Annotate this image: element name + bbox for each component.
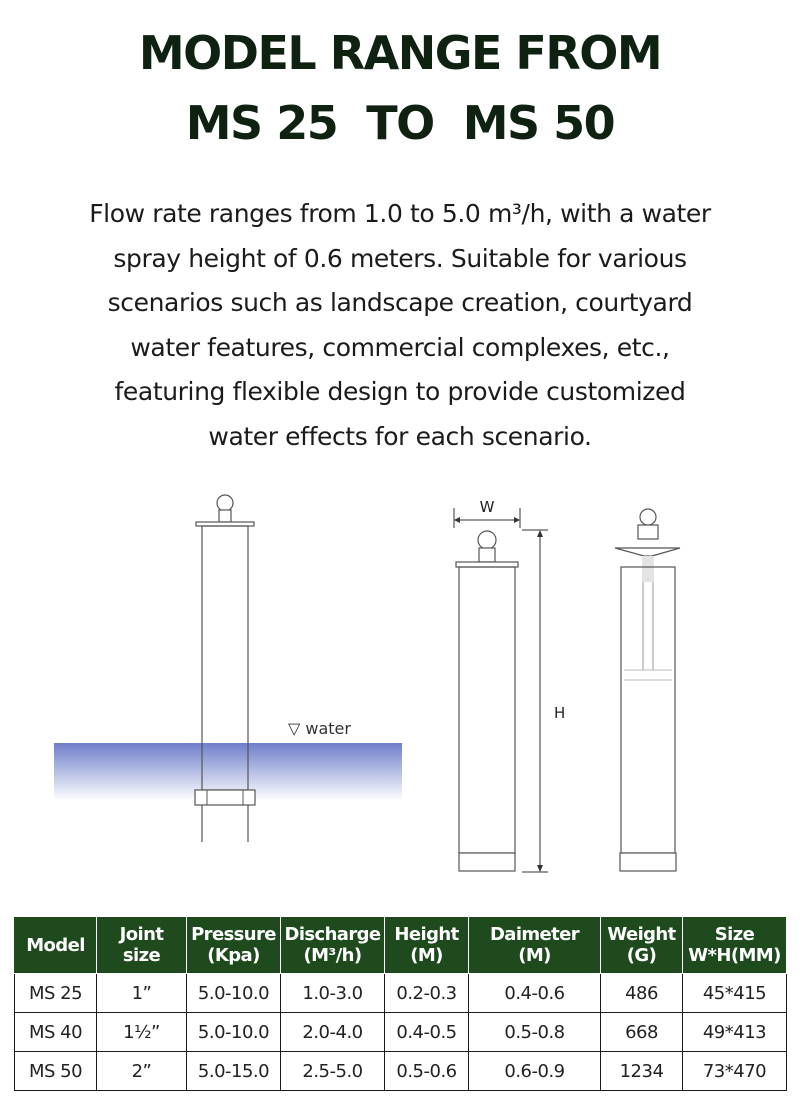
column-header: Discharge (M³/h): [281, 917, 385, 974]
height-label: H: [554, 704, 566, 722]
table-row: [15, 1052, 787, 1091]
description-line: scenarios such as landscape creation, courtyard: [107, 288, 693, 317]
dimension-fountain-illustration: [454, 498, 565, 872]
installed-fountain-illustration: [54, 495, 402, 842]
table-cell: 0.2-0.3: [385, 974, 469, 1013]
table-cell: 0.4-0.6: [469, 974, 601, 1013]
description-line: water features, commercial complexes, etc.,: [130, 332, 670, 362]
table-cell: MS 40: [15, 1013, 97, 1052]
table-cell: 668: [601, 1013, 683, 1052]
table-cell: 0.5-0.8: [469, 1013, 601, 1052]
table-cell: 1234: [601, 1052, 683, 1091]
width-label: W: [479, 498, 495, 516]
table-row: [15, 1013, 787, 1052]
table-row: [15, 974, 787, 1013]
column-header: Daimeter (M): [469, 917, 601, 974]
table-cell: 2.0-4.0: [281, 1013, 385, 1052]
column-header: Height (M): [385, 917, 469, 974]
table-cell: 0.6-0.9: [469, 1052, 601, 1091]
table-cell: 0.5-0.6: [385, 1052, 469, 1091]
table-cell: 45*415: [683, 974, 787, 1013]
table-cell: 2.5-5.0: [281, 1052, 385, 1091]
description-line: spray height of 0.6 meters. Suitable for various: [113, 243, 687, 273]
fountain-body: [459, 567, 515, 853]
nozzle-ball: [478, 531, 496, 549]
description-line: featuring flexible design to provide customized: [114, 377, 686, 406]
table-cell: MS 25: [15, 974, 97, 1013]
column-header: Model: [15, 917, 97, 974]
nozzle-neck: [219, 510, 231, 522]
water-label: ▽ water: [288, 719, 351, 738]
nozzle-neck: [638, 525, 658, 539]
title-line-2: MS 25 TO MS 50: [185, 96, 615, 150]
nozzle-ball: [640, 509, 656, 525]
table-cell: 5.0-15.0: [187, 1052, 281, 1091]
nozzle-plate: [456, 562, 518, 567]
description-line: water effects for each scenario.: [208, 421, 592, 451]
table-cell: 2”: [97, 1052, 187, 1091]
nozzle-neck: [479, 548, 495, 562]
title-line-1: MODEL RANGE FROM: [138, 26, 662, 80]
table-cell: 1”: [97, 974, 187, 1013]
nozzle-ball: [217, 495, 233, 511]
specification-table: [14, 916, 787, 1091]
description: [40, 192, 760, 459]
joint-nut: [195, 790, 255, 805]
table-cell: 5.0-10.0: [187, 974, 281, 1013]
fountain-base: [459, 853, 515, 871]
table-cell: 49*413: [683, 1013, 787, 1052]
table-cell: 0.4-0.5: [385, 1013, 469, 1052]
fountain-base: [620, 853, 676, 871]
table-cell: 1.0-3.0: [281, 974, 385, 1013]
section-fountain-illustration: [615, 509, 680, 871]
table-cell: MS 50: [15, 1052, 97, 1091]
description-line: Flow rate ranges from 1.0 to 5.0 m³/h, with a water: [89, 199, 711, 228]
table-cell: 1½”: [97, 1013, 187, 1052]
table-cell: 73*470: [683, 1052, 787, 1091]
column-header: Weight (G): [601, 917, 683, 974]
table-cell: 486: [601, 974, 683, 1013]
column-header: Joint size: [97, 917, 187, 974]
fountain-body: [621, 567, 675, 853]
table-header-row: [15, 917, 787, 974]
table-cell: 5.0-10.0: [187, 1013, 281, 1052]
column-header: Pressure (Kpa): [187, 917, 281, 974]
product-diagram: [40, 472, 760, 892]
nozzle-cone: [615, 548, 680, 556]
column-header: Size W*H(MM): [683, 917, 787, 974]
